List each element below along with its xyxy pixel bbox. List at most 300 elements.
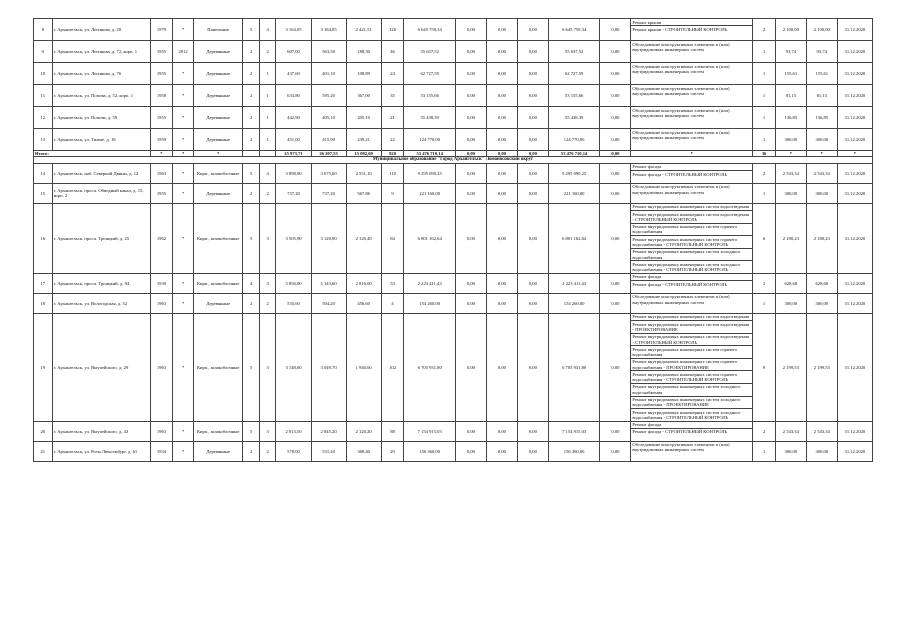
cell-fl: 5 [243, 421, 260, 441]
cell-a2: 2 845,20 [311, 421, 346, 441]
cell-year2: * [173, 313, 194, 421]
cell-u2: 300,00 [806, 183, 837, 203]
work-item: Ремонт внутридомовых инженерных систем водоотведения - СТРОИТЕЛЬНЫЙ КОНТРОЛЬ [631, 211, 752, 224]
cell-n: 10 [34, 63, 53, 85]
table-body-second [34, 163, 873, 461]
cell-f3: 0,00 [517, 273, 548, 293]
cell-f1: 0,00 [455, 183, 486, 203]
work-item: Обследование конструктивных элементов и (или) внутридомовых инженерных систем [632, 41, 730, 52]
cell-works [631, 107, 753, 129]
cell-f4: 6 645 759,34 [548, 19, 600, 41]
cell-ent: 1 [259, 107, 276, 129]
cell-f4: 55 438,39 [548, 107, 600, 129]
work-item: Ремонт внутридомовых инженерных систем водоотведения - СТРОИТЕЛЬНЫЙ КОНТРОЛЬ [631, 334, 752, 347]
cell-n: 20 [34, 421, 53, 441]
cell-a1: 437,60 [276, 63, 311, 85]
cell-f4: 221 160,00 [548, 183, 600, 203]
cell-res: 102 [381, 313, 404, 421]
cell-f4: 9 295 090,25 [548, 163, 600, 183]
cell-u2: 2 199,53 [806, 313, 837, 421]
cell-f2: 0,00 [486, 441, 517, 461]
cell-year: 1955 [150, 63, 173, 85]
cell-works [631, 63, 753, 85]
cell-wall: Деревянные [193, 41, 243, 63]
work-item: Обследование конструктивных элементов и (или) внутридомовых инженерных систем [632, 294, 730, 305]
cell-f3: 0,00 [517, 107, 548, 129]
cell-cost: 53 155,66 [404, 85, 456, 107]
cell-cnt: 2 [753, 421, 776, 441]
cell-u1: 2 199,53 [775, 313, 806, 421]
cell-year2: * [173, 421, 194, 441]
cell-addr: г. Архангельск, просп. Обводный канал, д. 15, корп. 2 [52, 183, 150, 203]
cell-addr: г. Архангельск, просп. Троицкий, д. 94 [52, 273, 150, 293]
cell-f2: 0,00 [486, 63, 517, 85]
table-row [34, 441, 873, 461]
cell-year2: * [173, 85, 194, 107]
cell-n: 17 [34, 273, 53, 293]
cell-a3: 367,00 [346, 85, 381, 107]
work-item: Обследование конструктивных элементов и (или) внутридомовых инженерных систем [632, 184, 730, 195]
cell-addr: г. Архангельск, просп. Троицкий, д. 25 [52, 203, 150, 273]
cell-fl: 2 [243, 63, 260, 85]
work-item: Обследование конструктивных элементов и (или) внутридомовых инженерных систем [632, 63, 730, 74]
cell-f3: 0,00 [517, 41, 548, 63]
cell-a2: 405,10 [311, 107, 346, 129]
cell-u1: 628,68 [775, 273, 806, 293]
cell-fl: 2 [243, 183, 260, 203]
cell-fl: 2 [243, 441, 260, 461]
cell-year2: 2012 [173, 41, 194, 63]
cell-cost: 9 295 090,25 [404, 163, 456, 183]
cell-addr: г. Архангельск, ул. Выучейского, д. 29 [52, 313, 150, 421]
cell-f3: 0,00 [517, 203, 548, 273]
cell-f4: 62 727,59 [548, 63, 600, 85]
cell-addr: г. Архангельск, наб. Северной Двины, д. 12 [52, 163, 150, 183]
work-item: Ремонт фасада [631, 422, 752, 429]
cell-ent: 2 [259, 41, 276, 63]
cell-a3: 2 120,20 [346, 421, 381, 441]
cell-ent: 3 [259, 203, 276, 273]
total-area: 25 973,71 [276, 151, 311, 157]
cell-fl: 2 [243, 129, 260, 151]
cell-a1: 578,00 [276, 441, 311, 461]
cell-u1: 300,00 [775, 183, 806, 203]
cell-year: 1955 [150, 41, 173, 63]
cell-cost: 2 223 411,43 [404, 273, 456, 293]
cell-wall: Деревянные [193, 63, 243, 85]
cell-year: 1955 [150, 107, 173, 129]
cell-f3: 0,00 [517, 183, 548, 203]
cell-f2: 0,00 [486, 293, 517, 313]
cell-date: 31.12.2020 [837, 85, 872, 107]
cell-ent: 2 [259, 293, 276, 313]
cell-res: 4 [381, 293, 404, 313]
cell-works [631, 441, 753, 461]
document-page [33, 18, 873, 462]
cell-year: 1963 [150, 421, 173, 441]
cell-u2: 2 543,34 [806, 163, 837, 183]
cell-year: 1934 [150, 441, 173, 461]
cell-year: 1963 [150, 313, 173, 421]
cell-f5: 0,00 [600, 441, 631, 461]
cell-a2: 3 184,05 [311, 19, 346, 41]
cell-u2: 300,00 [806, 293, 837, 313]
total-residential-area: 15 082,69 [346, 151, 381, 157]
cell-f2: 0,00 [486, 203, 517, 273]
cell-u2: 2 543,34 [806, 421, 837, 441]
cell-ent: 1 [259, 129, 276, 151]
cell-res: 84 [381, 203, 404, 273]
cell-date: 31.12.2020 [837, 183, 872, 203]
cell-a2: 737,20 [311, 183, 346, 203]
cell-wall: Деревянные [193, 85, 243, 107]
cell-f5: 0,00 [600, 41, 631, 63]
cell-f4: 6 705 931,80 [548, 313, 600, 421]
cell-year: 1962 [150, 203, 173, 273]
cell-u1: 155,61 [775, 63, 806, 85]
cell-f4: 55 637,52 [548, 41, 600, 63]
cell-wall: Кирп., шлакоблочные [193, 163, 243, 183]
cell-year2: * [173, 63, 194, 85]
cell-f3: 0,00 [517, 441, 548, 461]
cell-a1: 535,60 [276, 293, 311, 313]
cell-n: 14 [34, 163, 53, 183]
cell-fl: 2 [243, 107, 260, 129]
cell-cnt: 1 [753, 293, 776, 313]
cell-year: 1979 [150, 19, 173, 41]
cell-n: 11 [34, 85, 53, 107]
cell-works [631, 421, 753, 441]
cell-addr: г. Архангельск, ул. Логинова, д. 76 [52, 63, 150, 85]
work-item: Ремонт фасада - СТРОИТЕЛЬНЫЙ КОНТРОЛЬ [632, 281, 728, 287]
cell-date: 31.12.2020 [837, 273, 872, 293]
cell-f4: 2 223 411,43 [548, 273, 600, 293]
cell-f5: 0,00 [600, 63, 631, 85]
cell-f3: 0,00 [517, 19, 548, 41]
work-item: Ремонт внутридомовых инженерных систем водоотведения - ПРОЕКТИРОВАНИЕ [631, 321, 752, 334]
cell-f1: 0,00 [455, 41, 486, 63]
table-row [34, 19, 873, 41]
cell-res: 88 [381, 421, 404, 441]
work-item: Ремонт крыши - СТРОИТЕЛЬНЫЙ КОНТРОЛЬ [632, 26, 728, 32]
cell-a2: 3 049,70 [311, 313, 346, 421]
table-row [34, 129, 873, 151]
cell-f4: 124 770,00 [548, 129, 600, 151]
cell-works [631, 19, 753, 41]
work-item: Обследование конструктивных элементов и (или) внутридомовых инженерных систем [632, 442, 730, 453]
cell-u2: 300,00 [806, 129, 837, 151]
cell-cnt: 2 [753, 273, 776, 293]
cell-n: 21 [34, 441, 53, 461]
cell-date: 31.12.2020 [837, 293, 872, 313]
cell-a1: 442,90 [276, 107, 311, 129]
cell-wall: Деревянные [193, 441, 243, 461]
cell-a1: 3 148,00 [276, 313, 311, 421]
cell-a3: 2 120,40 [346, 203, 381, 273]
cell-addr: г. Архангельск, ул. Попова, д. 59 [52, 107, 150, 129]
cell-f3: 0,00 [517, 293, 548, 313]
total-living-area: 26 207,55 [311, 151, 346, 157]
table-row [34, 107, 873, 129]
cell-f2: 0,00 [486, 85, 517, 107]
cell-a3: 2 551,10 [346, 163, 381, 183]
cell-works [631, 163, 753, 183]
cell-a2: 5 143,60 [311, 273, 346, 293]
cell-fl: 2 [243, 41, 260, 63]
cell-f1: 0,00 [455, 63, 486, 85]
section-title: Муниципальное образование "Город Архангельск" Ломоносовский округ [34, 157, 873, 164]
cell-date: 31.12.2020 [837, 203, 872, 273]
cell-cost: 62 727,59 [404, 63, 456, 85]
cell-date: 31.12.2020 [837, 163, 872, 183]
work-item: Ремонт внутридомовых инженерных систем холодного водоснабжения - СТРОИТЕЛЬНЫЙ КОНТРОЛЬ [632, 261, 741, 273]
work-item: Ремонт внутридомовых инженерных систем горячего водоснабжения [631, 346, 752, 359]
cell-date: 31.12.2020 [837, 421, 872, 441]
total-row: Итого: * * * 25 973,71 26 207,55 15 082,69 920 53 476 710,14 0,00 0,00 0,00 53 476 710,14 0,00 * 36 * * * [34, 151, 873, 157]
work-item: Ремонт внутридомовых инженерных систем горячего водоснабжения - СТРОИТЕЛЬНЫЙ КОНТРОЛЬ [631, 236, 752, 249]
cell-addr: г. Архангельск, ул. Логинова, д. 20 [52, 19, 150, 41]
work-item: Ремонт крыши [631, 19, 752, 26]
work-item: Обследование конструктивных элементов и (или) внутридомовых инженерных систем [632, 107, 730, 118]
cell-a2: 563,50 [311, 41, 346, 63]
cell-res: 126 [381, 19, 404, 41]
work-item: Ремонт внутридомовых инженерных систем водоотведения [631, 204, 752, 211]
cell-f5: 0,00 [600, 19, 631, 41]
table-row [34, 183, 873, 203]
cell-cnt: 1 [753, 129, 776, 151]
table-row [34, 273, 873, 293]
cell-res: 9 [381, 183, 404, 203]
work-item: Ремонт внутридомовых инженерных систем горячего водоснабжения [631, 224, 752, 237]
cell-f5: 0,00 [600, 85, 631, 107]
cell-cnt: 2 [753, 163, 776, 183]
cell-u1: 300,00 [775, 129, 806, 151]
cell-f2: 0,00 [486, 129, 517, 151]
cell-a3: 188,30 [346, 41, 381, 63]
cell-cost: 221 160,00 [404, 183, 456, 203]
table-row [34, 163, 873, 183]
cell-year2: * [173, 163, 194, 183]
cell-cost: 55 438,39 [404, 107, 456, 129]
cell-a3: 108,89 [346, 63, 381, 85]
total-count: 36 [753, 151, 776, 157]
cell-f1: 0,00 [455, 293, 486, 313]
cell-wall: Деревянные [193, 183, 243, 203]
cell-n: 12 [34, 107, 53, 129]
cell-year2: * [173, 19, 194, 41]
cell-fl: 4 [243, 273, 260, 293]
cell-wall: Кирп., шлакоблочные [193, 273, 243, 293]
cell-date: 31.12.2020 [837, 41, 872, 63]
cell-u2: 300,00 [806, 441, 837, 461]
cell-u2: 155,61 [806, 63, 837, 85]
cell-f3: 0,00 [517, 421, 548, 441]
cell-cost: 6 801 162,64 [404, 203, 456, 273]
cell-works [631, 129, 753, 151]
cell-a3: 205,10 [346, 107, 381, 129]
cell-a3: 2 421,51 [346, 19, 381, 41]
cell-wall: Кирп., шлакоблочные [193, 421, 243, 441]
cell-cost: 154 260,00 [404, 293, 456, 313]
cell-f3: 0,00 [517, 163, 548, 183]
cell-f1: 0,00 [455, 107, 486, 129]
cell-ent: 4 [259, 163, 276, 183]
cell-date: 31.12.2020 [837, 19, 872, 41]
cell-fl: 5 [243, 163, 260, 183]
cell-addr: г. Архангельск, ул. Тимме, д. 18 [52, 129, 150, 151]
cell-wall: Кирп., шлакоблочные [193, 203, 243, 273]
cell-f3: 0,00 [517, 129, 548, 151]
cell-f1: 0,00 [455, 129, 486, 151]
work-item: Ремонт фасада - СТРОИТЕЛЬНЫЙ КОНТРОЛЬ [632, 171, 728, 177]
cell-n: 18 [34, 293, 53, 313]
work-item: Ремонт внутридомовых инженерных систем горячего водоснабжения - СТРОИТЕЛЬНЫЙ КОНТРОЛЬ [631, 371, 752, 384]
cell-a1: 5 856,00 [276, 273, 311, 293]
cell-date: 31.12.2020 [837, 107, 872, 129]
work-item: Ремонт внутридомовых инженерных систем холодного водоснабжения - СТРОИТЕЛЬНЫЙ КОНТРОЛЬ [632, 409, 741, 420]
cell-cost: 6 645 759,34 [404, 19, 456, 41]
cell-date: 31.12.2020 [837, 63, 872, 85]
cell-a1: 3 505,90 [276, 203, 311, 273]
table-body-first [34, 19, 873, 151]
cell-a1: 633,80 [276, 85, 311, 107]
cell-cost: 7 154 915,03 [404, 421, 456, 441]
cell-u1: 93,74 [775, 41, 806, 63]
cell-cnt: 1 [753, 441, 776, 461]
cell-addr: г. Архангельск, ул. Выучейского, д. 43 [52, 421, 150, 441]
cell-date: 31.12.2020 [837, 129, 872, 151]
cell-a2: 3 120,90 [311, 203, 346, 273]
cell-ent: 3 [259, 273, 276, 293]
cell-year: 1959 [150, 129, 173, 151]
cell-year2: * [173, 441, 194, 461]
cell-a1: 451,00 [276, 129, 311, 151]
cell-year: 1963 [150, 293, 173, 313]
work-item: Ремонт внутридомовых инженерных систем горячего водоснабжения - ПРОЕКТИРОВАНИЕ [631, 359, 752, 372]
work-item: Ремонт внутридомовых инженерных систем холодного водоснабжения [631, 249, 752, 262]
work-item: Ремонт фасада [631, 274, 752, 281]
cell-cost: 124 770,00 [404, 129, 456, 151]
cell-a1: 737,20 [276, 183, 311, 203]
cell-f1: 0,00 [455, 85, 486, 107]
cell-works [631, 41, 753, 63]
cell-f5: 0,00 [600, 107, 631, 129]
cell-date: 31.12.2020 [837, 441, 872, 461]
cell-f1: 0,00 [455, 273, 486, 293]
cell-n: 15 [34, 183, 53, 203]
cell-a1: 2 813,50 [276, 421, 311, 441]
cell-u1: 2 543,34 [775, 421, 806, 441]
cell-f1: 0,00 [455, 163, 486, 183]
cell-a2: 531,20 [311, 441, 346, 461]
cell-cnt: 1 [753, 63, 776, 85]
cell-a2: 3 675,00 [311, 163, 346, 183]
work-item: Ремонт фасада - СТРОИТЕЛЬНЫЙ КОНТРОЛЬ [632, 429, 728, 435]
cell-u2: 628,68 [806, 273, 837, 293]
cell-addr: г. Архангельск, ул. Вологодская, д. 52 [52, 293, 150, 313]
cell-a2: 595,20 [311, 85, 346, 107]
cell-f2: 0,00 [486, 421, 517, 441]
cell-a2: 415,90 [311, 129, 346, 151]
cell-u2: 2 180,23 [806, 203, 837, 273]
cell-res: 22 [381, 129, 404, 151]
work-item: Ремонт фасада [631, 164, 752, 171]
cell-year2: * [173, 273, 194, 293]
cell-year2: * [173, 183, 194, 203]
cell-wall: Кирп., шлакоблочные [193, 313, 243, 421]
cell-u1: 136,85 [775, 107, 806, 129]
cell-f5: 0,00 [600, 313, 631, 421]
cell-works [631, 313, 753, 421]
cell-res: 29 [381, 441, 404, 461]
cell-f5: 0,00 [600, 421, 631, 441]
cell-wall: Деревянные [193, 293, 243, 313]
cell-cnt: 1 [753, 107, 776, 129]
cell-a1: 3 898,90 [276, 163, 311, 183]
cell-a2: 401,10 [311, 63, 346, 85]
cell-a1: 3 164,05 [276, 19, 311, 41]
cell-year2: * [173, 203, 194, 273]
capital-repair-table [33, 18, 873, 462]
cell-cnt: 6 [753, 203, 776, 273]
cell-ent: 3 [259, 421, 276, 441]
cell-a3: 1 940,60 [346, 313, 381, 421]
cell-res: 46 [381, 41, 404, 63]
cell-res: 21 [381, 107, 404, 129]
cell-fl: 2 [243, 85, 260, 107]
cell-ent: 2 [259, 441, 276, 461]
cell-u1: 2 180,23 [775, 203, 806, 273]
cell-year: 1958 [150, 85, 173, 107]
cell-wall: Деревянные [193, 107, 243, 129]
work-item: Ремонт внутридомовых инженерных систем холодного водоснабжения [631, 384, 752, 397]
cell-res: 53 [381, 273, 404, 293]
table-row [34, 293, 873, 313]
cell-f3: 0,00 [517, 85, 548, 107]
cell-n: 19 [34, 313, 53, 421]
total-residents: 920 [381, 151, 404, 157]
cell-cnt: 1 [753, 85, 776, 107]
cell-a2: 504,20 [311, 293, 346, 313]
cell-f5: 0,00 [600, 293, 631, 313]
cell-u1: 2 100,00 [775, 19, 806, 41]
cell-n: 8 [34, 19, 53, 41]
cell-n: 13 [34, 129, 53, 151]
cell-wall: Деревянные [193, 129, 243, 151]
cell-u2: 2 100,00 [806, 19, 837, 41]
cell-ent: 2 [259, 183, 276, 203]
cell-cnt: 1 [753, 183, 776, 203]
cell-f2: 0,00 [486, 313, 517, 421]
cell-u2: 136,85 [806, 107, 837, 129]
cell-year2: * [173, 293, 194, 313]
cell-u1: 300,00 [775, 293, 806, 313]
cell-a3: 239,21 [346, 129, 381, 151]
cell-a3: 2 816,00 [346, 273, 381, 293]
cell-cnt: 1 [753, 41, 776, 63]
cell-year: 1939 [150, 273, 173, 293]
cell-f1: 0,00 [455, 313, 486, 421]
cell-n: 16 [34, 203, 53, 273]
cell-addr: г. Архангельск, ул. Логинова, д. 72, корп. 1 [52, 41, 150, 63]
table-row [34, 63, 873, 85]
cell-f5: 0,00 [600, 129, 631, 151]
cell-f2: 0,00 [486, 107, 517, 129]
table-row [34, 313, 873, 421]
cell-f5: 0,00 [600, 203, 631, 273]
cell-res: 24 [381, 63, 404, 85]
cell-date: 31.12.2020 [837, 313, 872, 421]
